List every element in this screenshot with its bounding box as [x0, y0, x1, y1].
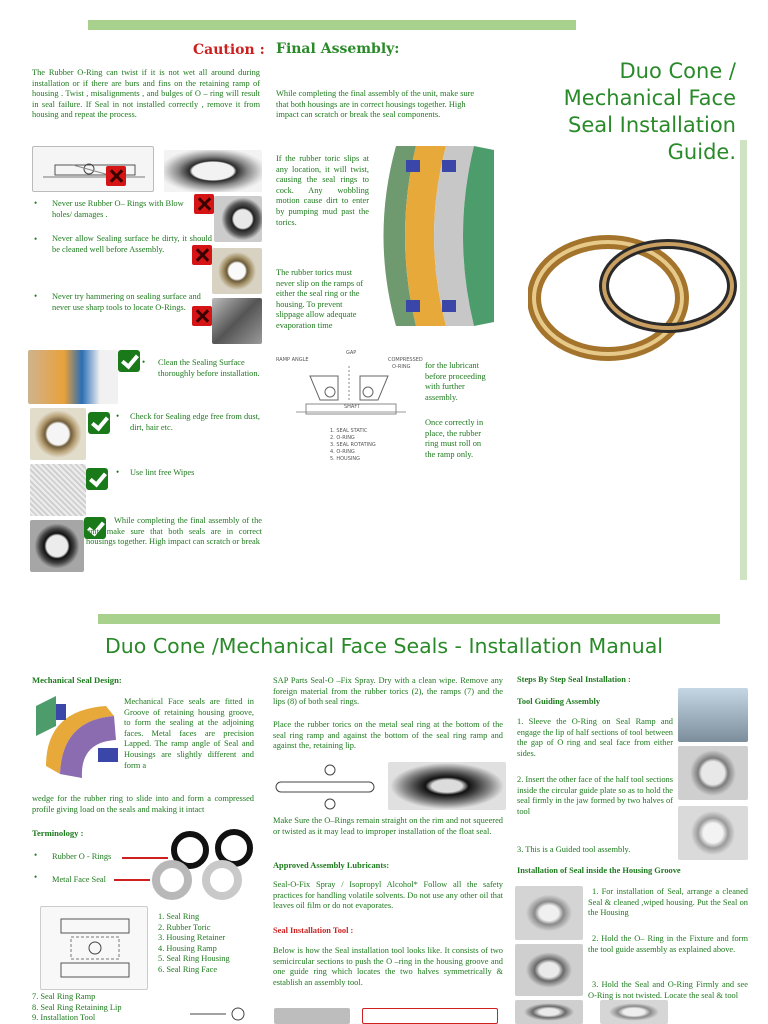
label-oring: O-RING [392, 364, 411, 370]
parts-list-item: 6. Seal Ring Face [158, 964, 218, 974]
parts-list-item: 3. Housing Retainer [158, 933, 226, 943]
housing-step-1-photo [515, 886, 583, 940]
right-margin-bar [740, 140, 747, 580]
housing-step-4-photo [600, 1000, 668, 1024]
parts-list-item: 9. Installation Tool [32, 1013, 96, 1023]
diagram-legend [330, 428, 376, 463]
term-rubber-orings: Rubber O - Rings [52, 852, 112, 861]
guide-title-line-3: Seal Installation [568, 113, 736, 137]
legend-item: 5. HOUSING [330, 456, 360, 462]
do-1-text: Clean the Sealing Surface thoroughly before installation. [158, 358, 260, 378]
oring-damage-photo [214, 196, 262, 242]
dirty-seal-photo [212, 248, 262, 294]
seal-sketch-image [32, 146, 154, 192]
housing-step-2-text: 2. Hold the O– Ring in the Fixture and form the tool guide assembly as explained above. [588, 934, 748, 954]
legend-item: 4. O-RING [330, 449, 355, 455]
sealing-edge-photo [30, 408, 86, 460]
toric-never-slip-text: The rubber torics must never slip on the ramps of either the seal ring or the housing. To prevent slippage allow adequate evaporation time [276, 268, 364, 330]
label-ramp-angle: RAMP ANGLE [276, 357, 309, 363]
parts-list-item: 8. Seal Ring Retaining Lip [32, 1002, 122, 1012]
guide-title-line-4: Guide. [667, 140, 736, 164]
bullet-icon: • [116, 411, 120, 421]
guide-title-line-1: Duo Cone / [619, 59, 736, 83]
roll-on-ramp-text: Once correctly in place, the rubber ring must roll on the ramp only. [425, 418, 484, 459]
place-torics-paragraph: Place the rubber torics on the metal seal ring at the bottom of the seal ring ramp and against the bottom of the seal ring ramp and against the, retaining lip. [273, 720, 503, 751]
placing-oring-sketch [270, 764, 382, 810]
lubricant-text: for the lubricant before proceeding with further assembly. [425, 361, 486, 402]
seal-assembly-sketch [40, 906, 148, 990]
tool-step-3-photo [678, 806, 748, 860]
label-shaft: SHAFT [344, 404, 361, 410]
tool-photo [274, 1008, 350, 1024]
parts-list-item: 5. Seal Ring Housing [158, 954, 230, 964]
correct-check-icon [86, 468, 108, 490]
parts-list-item: 4. Housing Ramp [158, 943, 217, 953]
housing-step-2-photo [515, 944, 583, 996]
top-header-bar [88, 20, 576, 30]
never-2-text: Never allow Sealing surface be dirty, it should be cleaned well before Assembly. [52, 234, 212, 254]
parts-list-item: 7. Seal Ring Ramp [32, 992, 96, 1001]
legend-item: 1. SEAL STATIC [330, 428, 368, 434]
parts-list [158, 912, 258, 976]
never-1-text: Never use Rubber O– Rings with Blow holes/ damages . [52, 199, 184, 219]
oring-on-seal-photo [388, 762, 506, 810]
parts-list-item: 1. Seal Ring [158, 912, 200, 921]
do-2-text: Check for Sealing edge free from dust, dirt, hair etc. [130, 412, 261, 432]
hammer-photo [212, 298, 262, 344]
sap-paragraph: SAP Parts Seal-O –Fix Spray. Dry with a clean wipe. Remove any foreign material from the rubber torics (2), the ramps (7) and the lips (8) of both seal rings. [273, 676, 503, 707]
never-3-text: Never try hammering on sealing surface and never use sharp tools to locate O-Rings. [52, 292, 201, 312]
design-paragraph-full: wedge for the rubber ring to slide into and form a compressed profile giving load on the seals and making it intact [32, 794, 254, 814]
final-assembly-text: While completing the final assembly of the unit, make sure that both housings are in correct housings together. High impact can scratch or break the seal components. [276, 89, 475, 120]
housing-step-3-photo [515, 1000, 583, 1024]
bullet-icon: • [34, 198, 38, 208]
bullet-icon: • [34, 872, 38, 882]
parts-list-item: 2. Rubber Toric [158, 922, 211, 932]
housing-step-3-text: 3. Hold the Seal and O-Ring Firmly and see O-Ring is not twisted. Locate the seal & tool [588, 980, 748, 1000]
make-sure-paragraph: Make Sure the O–Rings remain straight on the rim and not squeered or twisted as it may lead to improper installation of the float seal. [273, 816, 503, 836]
seal-design-image [36, 696, 120, 780]
tool-heading: Seal Installation Tool : [273, 926, 354, 935]
design-heading: Mechanical Seal Design: [32, 675, 122, 685]
intro-paragraph: The Rubber O-Ring can twist if it is not wet all around during installation or if there are burs and fins on the retaining ramp of housing . Twist , misalignments , and bulges of O – ring will result in seal failure. If Seal in not installed correctly , remove it from housing and repeat the process. [32, 68, 260, 120]
parts-list-b [32, 992, 172, 1024]
wrong-x-icon [194, 194, 214, 214]
duo-cone-seal-photo [528, 226, 738, 366]
terminology-rings-photo [142, 826, 260, 902]
final-assembly-label: Final Assembly: [276, 41, 400, 57]
wrong-x-icon [106, 166, 126, 186]
lint-free-wipe-photo [30, 464, 86, 516]
terminology-heading: Terminology : [32, 828, 84, 838]
tool-paragraph: Below is how the Seal installation tool looks like. It consists of two semicircular sections to push the O –ring in the housing groove and one guide ring which locates the two halves symmetrically & establish an assembly tool. [273, 946, 503, 987]
toric-slip-text: If the rubber toric slips at any location, it will twist, causing the seal rings to cock. Any wobbling motion cause dirt to enter by pumping mud past the torics. [276, 154, 369, 227]
guide-title-line-2: Mechanical Face [563, 86, 736, 110]
label-compressed: COMPRESSED [388, 357, 423, 363]
tool-step-1-photo [678, 688, 748, 742]
step-3-text: 3. This is a Guided tool assembly. [517, 845, 631, 854]
bullet-icon: • [34, 850, 38, 860]
tool-drawing [362, 1008, 498, 1024]
correct-check-icon [118, 350, 140, 372]
manual-header-bar [98, 614, 720, 624]
wrong-x-icon [192, 245, 212, 265]
step-1-text: 1. Sleeve the O-Ring on Seal Ramp and engage the lip of half sections of tool between the gap of O ring and seal face from either sides. [517, 717, 673, 758]
bullet-icon: • [34, 291, 38, 301]
manual-title: Duo Cone /Mechanical Face Seals - Installation Manual [105, 634, 663, 658]
lubricants-paragraph: Seal-O-Fix Spray / Isopropyl Alcohol* Follow all the safety practices for handling volatile solvents. Do not use any other oil that leaves oil film or do not evaporates. [273, 880, 503, 911]
design-paragraph-indent: Mechanical Face seals are fitted in Groove of retaining housing groove, to form the sealing at the adjoining faces. Metal faces are precision Lapped. The ramp angle of Seal and Housings are slightly different and form a [124, 697, 254, 770]
guide-title [540, 58, 736, 166]
do-4-text: While completing the final assembly of the unit, make sure that both seals are in correct housings together. High impact can scratch or break [86, 516, 262, 547]
term-metal-face-seal: Metal Face Seal [52, 875, 106, 884]
housing-step-1-text: 1. For installation of Seal, arrange a cleaned Seal & cleaned ,wiped housing. Put the Seal on the Housing [588, 887, 748, 918]
step-2-text: 2. Insert the other face of the half tool sections inside the circular guide plate so as to hold the seal firmly in the jaw formed by two halves of tool [517, 775, 673, 816]
bullet-icon: • [116, 467, 120, 477]
legend-item: 3. SEAL ROTATING [330, 442, 376, 448]
steps-heading: Steps By Step Seal Installation : [517, 675, 631, 684]
do-3-text: Use lint free Wipes [130, 468, 195, 477]
seal-cross-section-image [376, 136, 494, 336]
seal-ring-photo [164, 150, 262, 192]
label-gap: GAP [346, 350, 357, 356]
legend-item: 2. O-RING [330, 435, 355, 441]
housing-heading: Installation of Seal inside the Housing Groove [517, 866, 681, 875]
bullet-icon: • [34, 234, 38, 244]
seals-together-photo [30, 520, 84, 572]
tool-guiding-heading: Tool Guiding Assembly [517, 697, 601, 706]
tool-step-2-photo [678, 746, 748, 800]
installation-tool-sketch [186, 1004, 256, 1024]
correct-check-icon [88, 412, 110, 434]
lubricants-heading: Approved Assembly Lubricants: [273, 861, 390, 870]
wrong-x-icon [192, 306, 212, 326]
caution-label: Caution : [193, 42, 265, 58]
spray-can-photo [28, 350, 118, 404]
bullet-icon: • [142, 357, 146, 367]
